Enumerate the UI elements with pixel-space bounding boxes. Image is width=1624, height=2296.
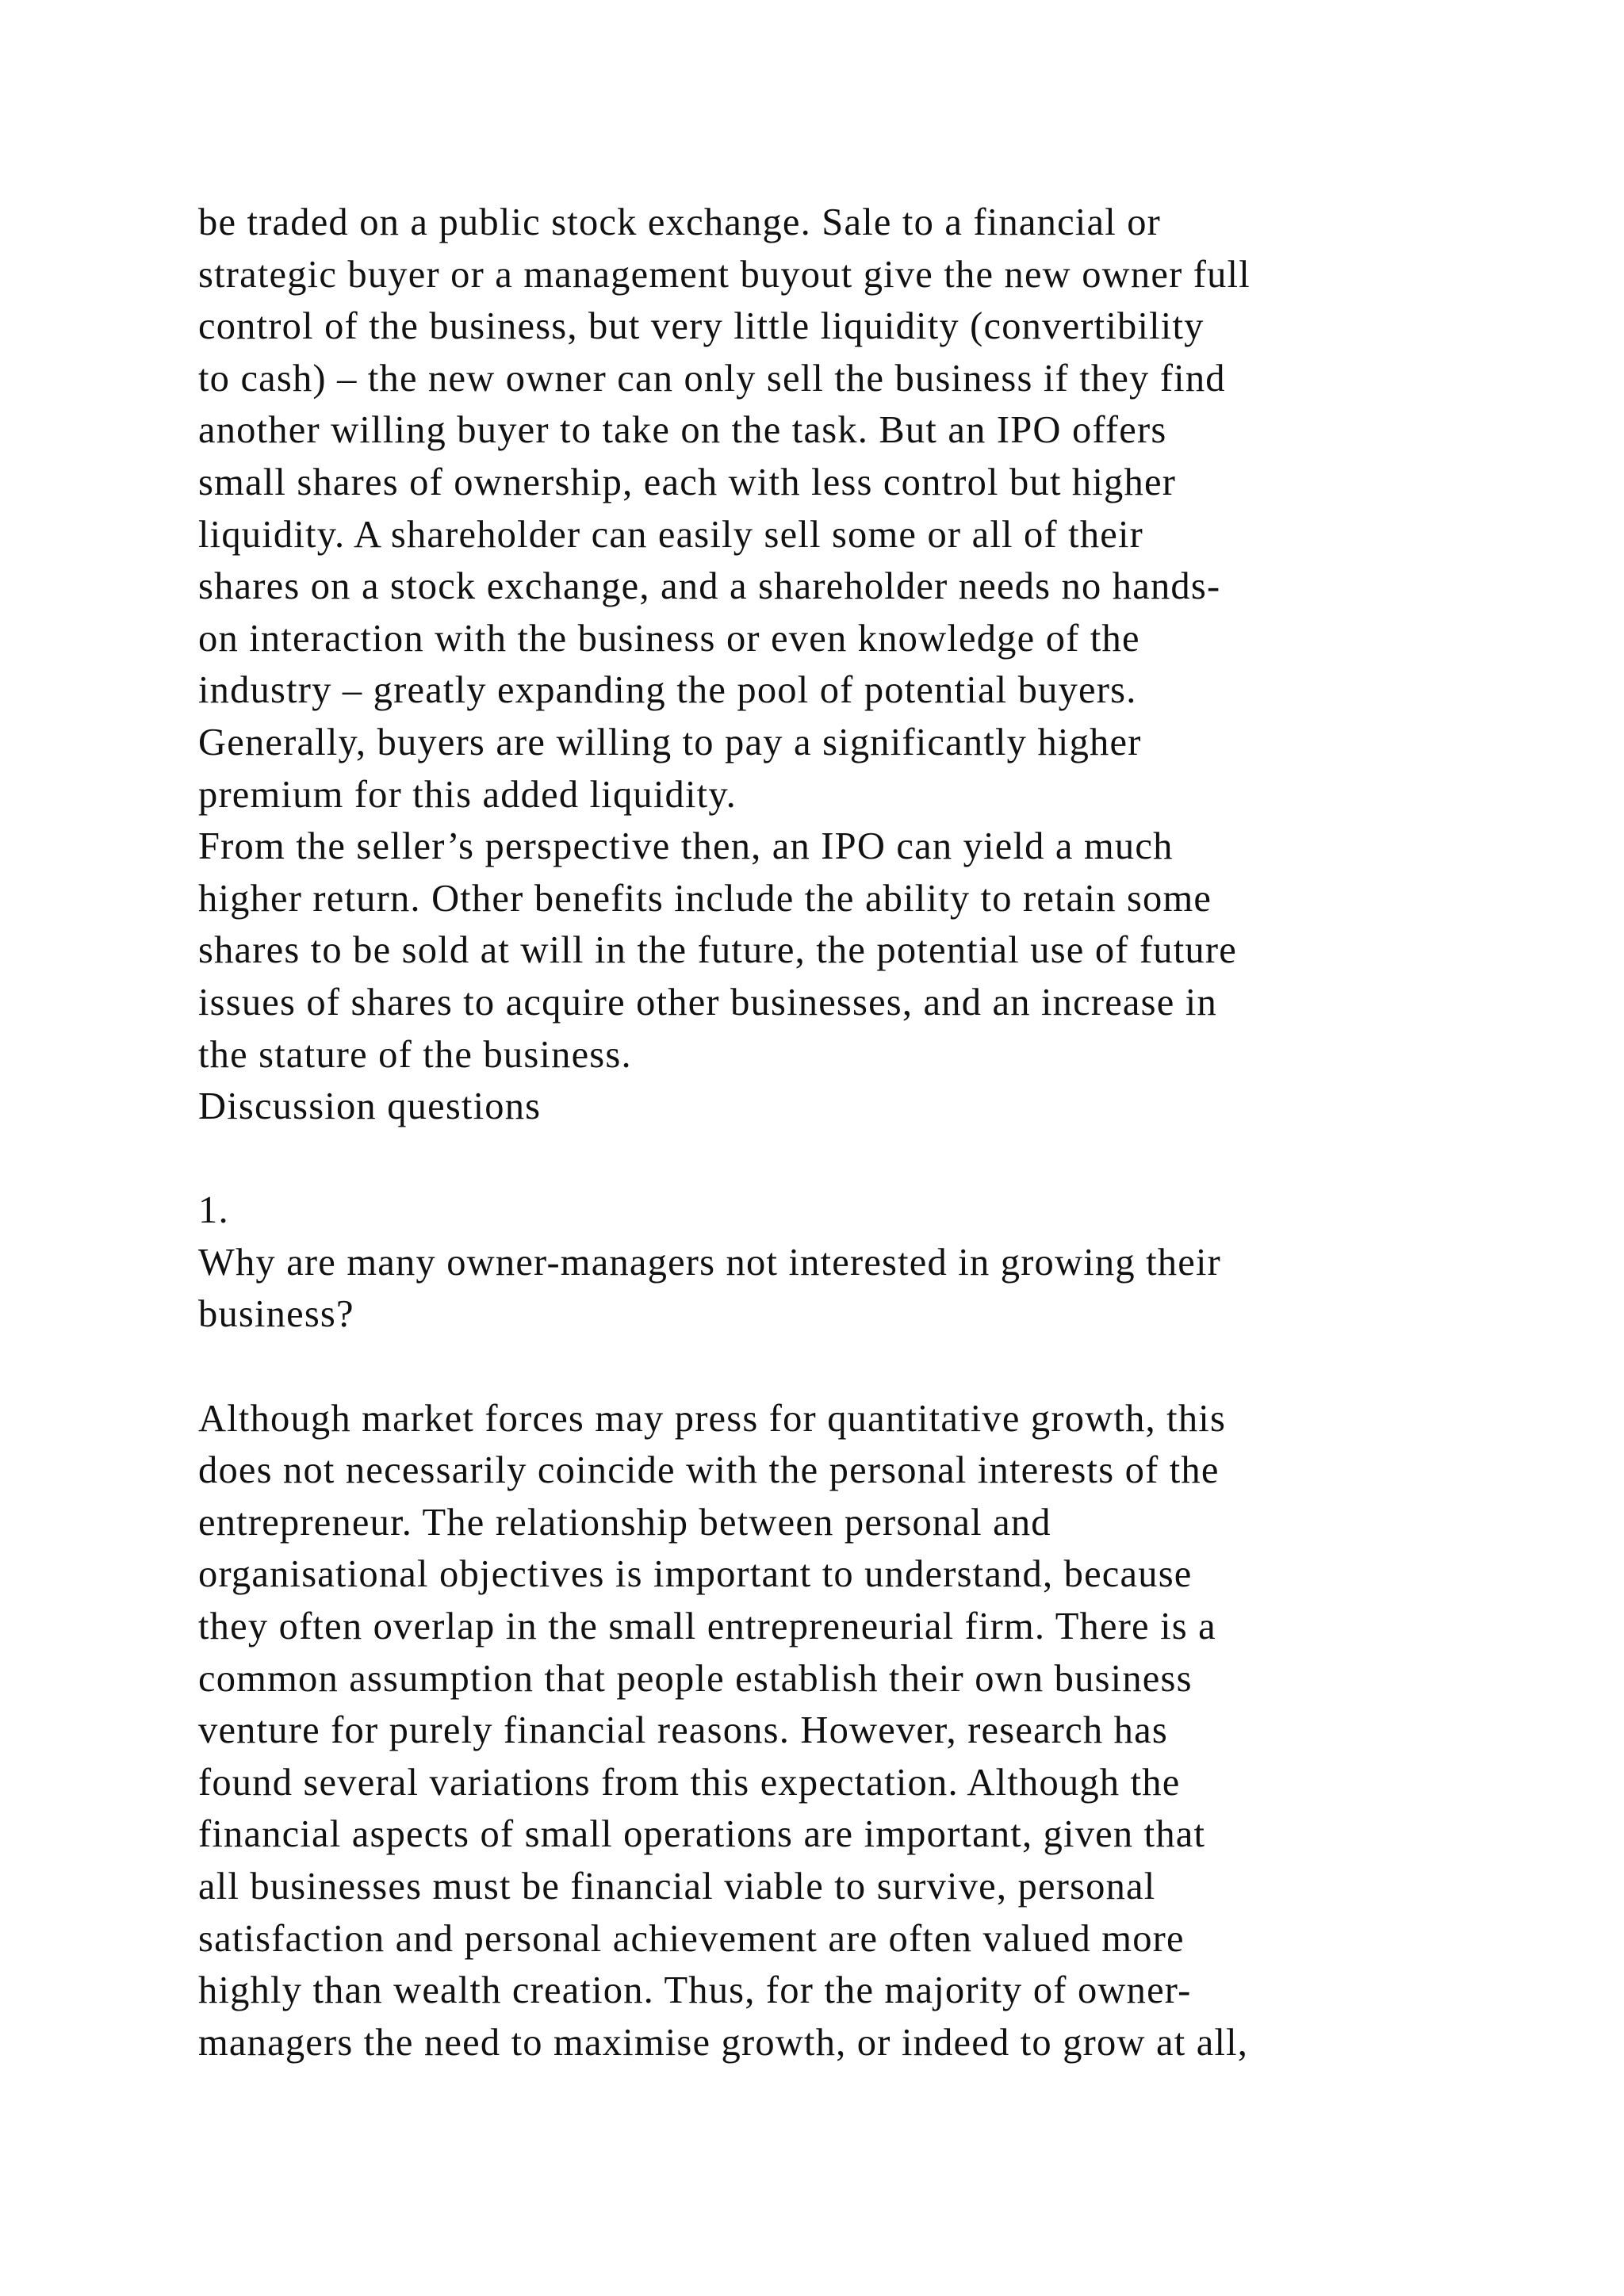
text-line: found several variations from this expectation. Although the <box>198 1761 1181 1804</box>
text-line: control of the business, but very little liquidity (convertibility <box>198 305 1205 348</box>
text-line: liquidity. A shareholder can easily sell some or all of their <box>198 513 1144 556</box>
text-line: financial aspects of small operations are important, given that <box>198 1813 1206 1856</box>
text-line: shares on a stock exchange, and a shareholder needs no hands- <box>198 565 1221 608</box>
text-line: be traded on a public stock exchange. Sale to a financial or <box>198 201 1161 243</box>
blank-line <box>198 1341 1483 1393</box>
section-heading: Discussion questions <box>198 1085 542 1128</box>
text-line: strategic buyer or a management buyout give the new owner full <box>198 253 1251 296</box>
text-line: another willing buyer to take on the task. But an IPO offers <box>198 409 1167 452</box>
text-line: highly than wealth creation. Thus, for the majority of owner- <box>198 1969 1192 2012</box>
text-line: does not necessarily coincide with the personal interests of the <box>198 1449 1220 1492</box>
text-line: Although market forces may press for quantitative growth, this <box>198 1397 1227 1440</box>
text-line: to cash) – the new owner can only sell the business if they find <box>198 357 1226 400</box>
text-line: managers the need to maximise growth, or indeed to grow at all, <box>198 2021 1249 2064</box>
text-line: entrepreneur. The relationship between personal and <box>198 1501 1051 1544</box>
text-line: industry – greatly expanding the pool of potential buyers. <box>198 669 1137 712</box>
document-body-text <box>198 197 1483 2068</box>
question-text: Why are many owner-managers not interested in growing their <box>198 1241 1222 1284</box>
text-line: small shares of ownership, each with less control but higher <box>198 461 1177 503</box>
text-line: common assumption that people establish their own business <box>198 1657 1193 1700</box>
text-line: shares to be sold at will in the future, the potential use of future <box>198 929 1237 972</box>
text-line: satisfaction and personal achievement are often valued more <box>198 1917 1185 1960</box>
text-line: higher return. Other benefits include the ability to retain some <box>198 877 1212 920</box>
text-line: they often overlap in the small entrepreneurial firm. There is a <box>198 1605 1216 1648</box>
question-number: 1. <box>198 1189 229 1232</box>
text-line: Generally, buyers are willing to pay a significantly higher <box>198 721 1142 763</box>
text-line: From the seller’s perspective then, an IPO can yield a much <box>198 825 1174 868</box>
text-line: all businesses must be financial viable to survive, personal <box>198 1866 1156 1908</box>
question-text: business? <box>198 1293 354 1336</box>
text-line: the stature of the business. <box>198 1033 632 1076</box>
text-line: issues of shares to acquire other businesses, and an increase in <box>198 981 1217 1024</box>
text-line: premium for this added liquidity. <box>198 773 737 816</box>
text-line: venture for purely financial reasons. However, research has <box>198 1709 1168 1752</box>
text-line: organisational objectives is important to understand, because <box>198 1553 1193 1596</box>
blank-line <box>198 1133 1483 1185</box>
text-line: on interaction with the business or even knowledge of the <box>198 617 1140 660</box>
